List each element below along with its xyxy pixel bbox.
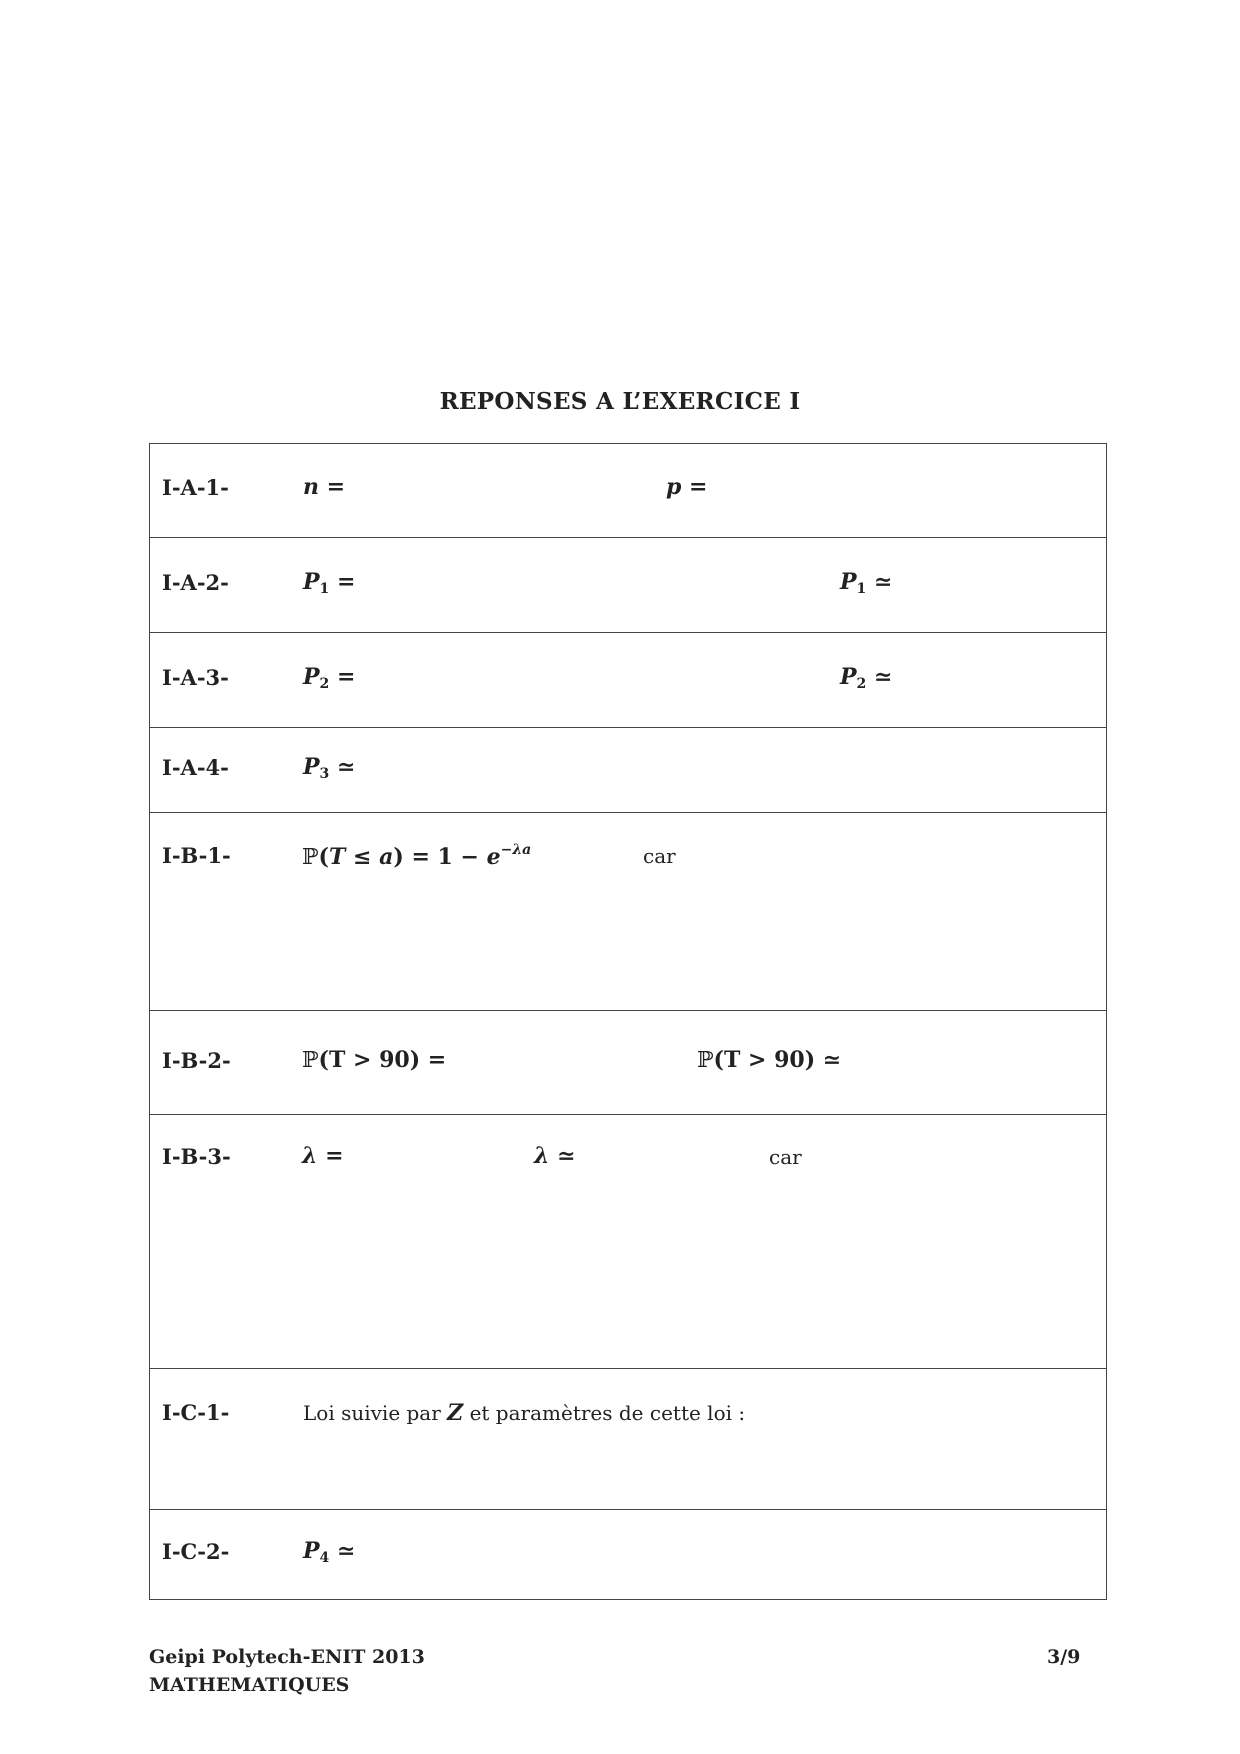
page-number: 3/9 [1047, 1646, 1081, 1668]
row-i-c-1 [150, 1369, 1106, 1510]
answer-p3-approx[interactable]: $P_3$ ≃ [303, 754, 356, 782]
answer-lambda-exact[interactable]: λ = [302, 1143, 344, 1169]
answer-p1-approx[interactable]: $P_1$ ≃ [840, 569, 893, 597]
page-title: REPONSES A L’EXERCICE I [439, 388, 801, 415]
answer-p[interactable]: p = [666, 474, 708, 500]
answer-n[interactable]: n = [303, 474, 346, 500]
row-i-c-2 [150, 1510, 1106, 1601]
row-i-a-1 [150, 444, 1106, 538]
question-label: I-B-1- [162, 843, 231, 868]
cdf-formula: ℙ(T ≤ $a) = 1 - e^{-\lambda a}$ [302, 842, 532, 870]
question-label: I-A-2- [162, 570, 229, 595]
answer-prob-approx[interactable]: ℙ(T > 90) ≃ [697, 1047, 842, 1073]
question-label: I-C-2- [162, 1539, 230, 1564]
answer-p2-exact[interactable]: $P_2$ = [303, 664, 356, 692]
answer-p4-approx[interactable]: $P_4$ ≃ [303, 1538, 356, 1566]
row-i-b-1 [150, 813, 1106, 1011]
justification-label: car [769, 1145, 802, 1169]
answer-lambda-approx[interactable]: λ ≃ [534, 1143, 576, 1169]
answer-p2-approx[interactable]: $P_2$ ≃ [840, 664, 893, 692]
justification-label: car [643, 844, 676, 868]
question-label: I-C-1- [162, 1400, 230, 1425]
question-label: I-B-2- [162, 1048, 231, 1073]
row-i-a-2 [150, 538, 1106, 633]
answer-prob-exact[interactable]: ℙ(T > 90) = [302, 1047, 447, 1073]
row-i-b-2 [150, 1011, 1106, 1115]
question-label: I-A-3- [162, 665, 229, 690]
row-i-a-3 [150, 633, 1106, 728]
row-i-a-4 [150, 728, 1106, 813]
row-i-b-3 [150, 1115, 1106, 1369]
distribution-prompt[interactable]: Loi suivie par Z et paramètres de cette loi : [303, 1400, 746, 1426]
footer-institution: Geipi Polytech-ENIT 2013 [149, 1646, 425, 1668]
question-label: I-A-1- [162, 475, 229, 500]
answer-p1-exact[interactable]: $P_1$ = [303, 569, 356, 597]
question-label: I-A-4- [162, 755, 229, 780]
question-label: I-B-3- [162, 1144, 231, 1169]
answer-table [149, 443, 1107, 1600]
footer-subject: MATHEMATIQUES [149, 1674, 350, 1696]
